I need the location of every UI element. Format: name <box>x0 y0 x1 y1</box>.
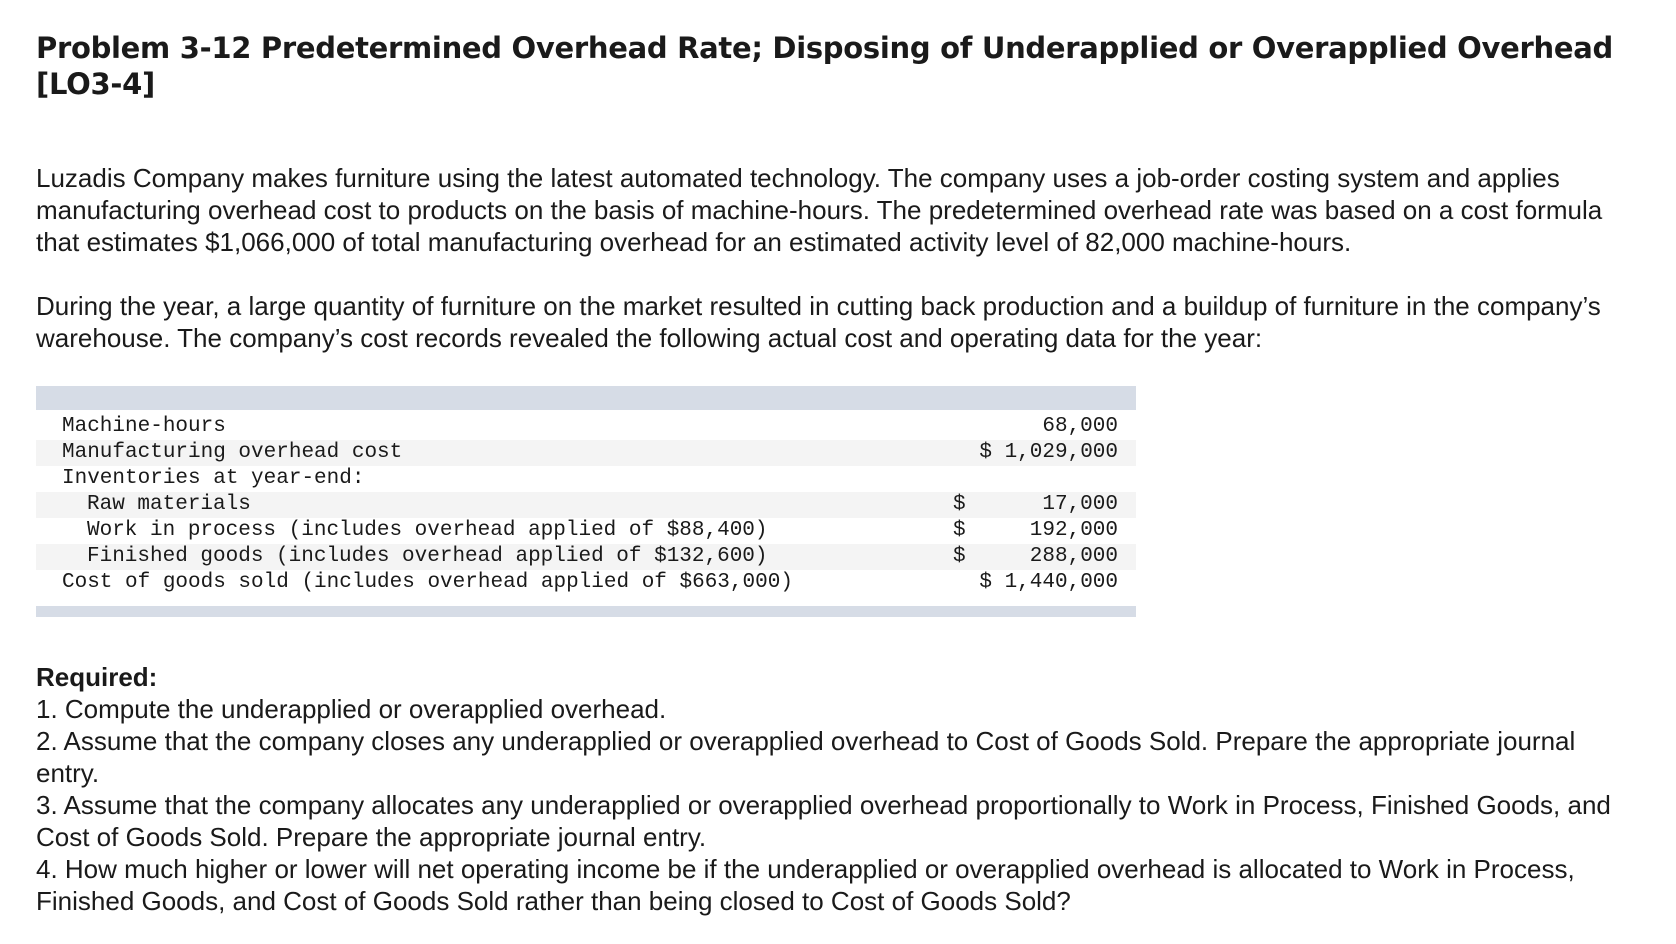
row-amount: 288,000 <box>983 544 1136 570</box>
row-currency: $ <box>953 544 983 570</box>
row-label: Work in process (includes overhead applied of $88,400) <box>87 519 768 542</box>
table-row <box>36 544 1136 570</box>
row-label: Machine-hours <box>62 415 226 438</box>
required-item-1: 1. Compute the underapplied or overapplied overhead. <box>36 694 667 724</box>
required-heading: Required: <box>36 662 158 692</box>
row-currency: $ <box>953 519 966 542</box>
required-section <box>36 661 1636 917</box>
table-row <box>36 492 1136 518</box>
row-amount: $ 1,440,000 <box>979 571 1118 594</box>
required-item-3: 3. Assume that the company allocates any underapplied or overapplied overhead proportionally to Work in Process, Finished Goods, and Cost of Goods Sold. Prepare the appropriate journal entry. <box>36 790 1611 852</box>
table-row <box>36 466 1136 492</box>
row-label: Manufacturing overhead cost <box>36 440 953 466</box>
table-row <box>36 570 1136 596</box>
problem-page <box>36 30 1636 917</box>
row-label: Inventories at year-end: <box>62 467 365 490</box>
row-label: Raw materials <box>36 492 953 518</box>
row-label: Finished goods (includes overhead applied of $132,600) <box>36 544 953 570</box>
table-row <box>36 414 1136 440</box>
table-row <box>36 518 1136 544</box>
row-amount: 192,000 <box>1029 519 1118 542</box>
row-amount: 17,000 <box>983 492 1136 518</box>
required-item-2: 2. Assume that the company closes any underapplied or overapplied overhead to Cost of Goods Sold. Prepare the appropriate journal entry. <box>36 726 1576 788</box>
intro-paragraph: Luzadis Company makes furniture using the latest automated technology. The company uses a job-order costing system and applies manufacturing overhead cost to products on the basis of machine-hours. The predetermined overhead rate was based on a cost formula that estimates $1,066,000 of total manufacturing overhead for an estimated activity level of 82,000 machine-hours. <box>36 163 1603 257</box>
cost-data-table <box>36 386 1136 617</box>
row-currency: $ <box>953 492 983 518</box>
row-amount: 68,000 <box>1042 415 1118 438</box>
cost-data-grid <box>36 414 1136 596</box>
row-label: Cost of goods sold (includes overhead applied of $663,000) <box>62 571 793 594</box>
required-item-4: 4. How much higher or lower will net operating income be if the underapplied or overapplied overhead is allocated to Work in Process, Finished Goods, and Cost of Goods Sold rather than being closed to Cost of Goods Sold? <box>36 854 1575 916</box>
row-amount: $ 1,029,000 <box>953 440 1136 466</box>
row-amount <box>953 466 1136 492</box>
problem-title: Problem 3-12 Predetermined Overhead Rate; Disposing of Underapplied or Overapplied Overhead [LO3-4] <box>36 31 1613 101</box>
context-paragraph: During the year, a large quantity of furniture on the market resulted in cutting back production and a buildup of furniture in the company’s warehouse. The company’s cost records revealed the following actual cost and operating data for the year: <box>36 291 1601 353</box>
table-row <box>36 440 1136 466</box>
